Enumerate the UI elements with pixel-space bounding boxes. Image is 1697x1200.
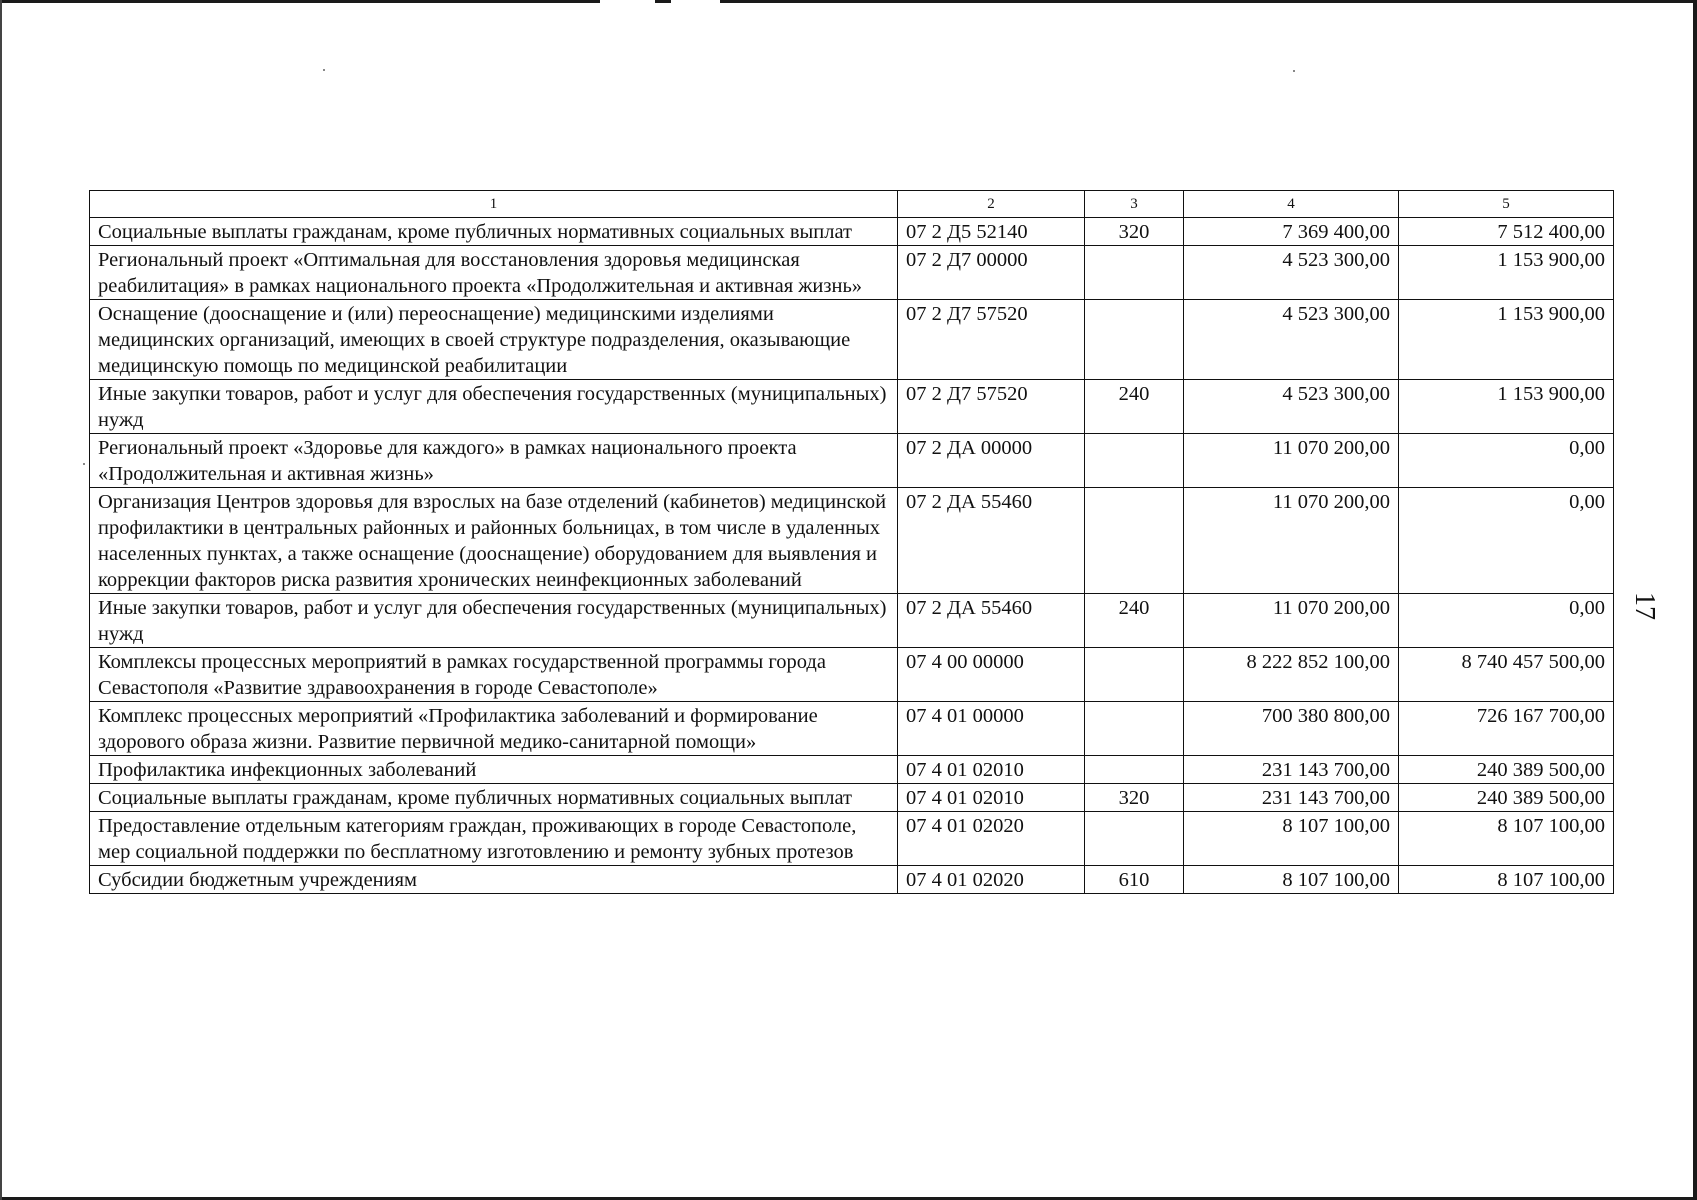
row-type [1085, 756, 1184, 784]
row-sum-2: 1 153 900,00 [1399, 300, 1614, 380]
row-type: 610 [1085, 866, 1184, 894]
row-sum-1: 8 107 100,00 [1184, 812, 1399, 866]
header-col-2: 2 [898, 191, 1085, 218]
table-row [90, 866, 1614, 894]
scan-edge-top [0, 0, 1697, 3]
row-type [1085, 434, 1184, 488]
row-name: Профилактика инфекционных заболеваний [90, 756, 898, 784]
row-sum-1: 11 070 200,00 [1184, 434, 1399, 488]
row-sum-1: 7 369 400,00 [1184, 218, 1399, 246]
row-sum-1: 11 070 200,00 [1184, 488, 1399, 594]
row-sum-2: 0,00 [1399, 434, 1614, 488]
row-type [1085, 300, 1184, 380]
row-code: 07 2 Д7 57520 [898, 300, 1085, 380]
table-row [90, 756, 1614, 784]
page-number: 17 [1629, 592, 1660, 620]
row-code: 07 4 01 02020 [898, 866, 1085, 894]
row-code: 07 2 ДА 00000 [898, 434, 1085, 488]
row-type [1085, 812, 1184, 866]
row-sum-2: 1 153 900,00 [1399, 246, 1614, 300]
row-sum-1: 700 380 800,00 [1184, 702, 1399, 756]
row-name: Социальные выплаты гражданам, кроме публичных нормативных социальных выплат [90, 784, 898, 812]
row-code: 07 2 Д5 52140 [898, 218, 1085, 246]
row-name: Региональный проект «Оптимальная для восстановления здоровья медицинская реабилитация» в рамках национального проекта «Продолжительная и активная жизнь» [90, 246, 898, 300]
header-col-1: 1 [90, 191, 898, 218]
scan-edge-right [1693, 0, 1697, 1200]
row-code: 07 4 01 02010 [898, 784, 1085, 812]
row-sum-2: 0,00 [1399, 594, 1614, 648]
table-row [90, 246, 1614, 300]
table-row [90, 300, 1614, 380]
row-sum-2: 1 153 900,00 [1399, 380, 1614, 434]
table-row [90, 594, 1614, 648]
row-name: Комплекс процессных мероприятий «Профилактика заболеваний и формирование здорового образа жизни. Развитие первичной медико-санитарной помощи» [90, 702, 898, 756]
row-sum-1: 231 143 700,00 [1184, 784, 1399, 812]
row-name: Субсидии бюджетным учреждениям [90, 866, 898, 894]
table-row [90, 380, 1614, 434]
scan-edge-left [0, 0, 2, 1200]
table-row [90, 434, 1614, 488]
row-sum-2: 0,00 [1399, 488, 1614, 594]
row-type: 320 [1085, 218, 1184, 246]
table-row [90, 702, 1614, 756]
row-type [1085, 488, 1184, 594]
header-col-3: 3 [1085, 191, 1184, 218]
row-sum-2: 8 740 457 500,00 [1399, 648, 1614, 702]
row-sum-1: 8 107 100,00 [1184, 866, 1399, 894]
table-row [90, 784, 1614, 812]
header-col-5: 5 [1399, 191, 1614, 218]
row-code: 07 2 Д7 00000 [898, 246, 1085, 300]
scan-edge-mark [655, 0, 671, 3]
row-name: Организация Центров здоровья для взрослых на базе отделений (кабинетов) медицинской профилактики в центральных районных и районных больницах, в том числе в удаленных населенных пунктах, а также оснащение (дооснащение) оборудованием для выявления и коррекции факторов риска развития хронических неинфекционных заболеваний [90, 488, 898, 594]
row-sum-2: 8 107 100,00 [1399, 812, 1614, 866]
scan-speck [83, 463, 85, 465]
table-row [90, 648, 1614, 702]
row-name: Оснащение (дооснащение и (или) переоснащение) медицинскими изделиями медицинских организаций, имеющих в своей структуре подразделения, оказывающие медицинскую помощь по медицинской реабилитации [90, 300, 898, 380]
table-row [90, 812, 1614, 866]
row-code: 07 2 ДА 55460 [898, 594, 1085, 648]
row-name: Комплексы процессных мероприятий в рамках государственной программы города Севастополя «Развитие здравоохранения в городе Севастополе» [90, 648, 898, 702]
scan-speck [1293, 70, 1295, 72]
row-type [1085, 246, 1184, 300]
table-row [90, 218, 1614, 246]
row-code: 07 4 00 00000 [898, 648, 1085, 702]
row-name: Региональный проект «Здоровье для каждого» в рамках национального проекта «Продолжительная и активная жизнь» [90, 434, 898, 488]
row-name: Социальные выплаты гражданам, кроме публичных нормативных социальных выплат [90, 218, 898, 246]
row-type: 240 [1085, 594, 1184, 648]
row-sum-1: 8 222 852 100,00 [1184, 648, 1399, 702]
row-sum-2: 240 389 500,00 [1399, 784, 1614, 812]
row-sum-2: 8 107 100,00 [1399, 866, 1614, 894]
row-sum-1: 4 523 300,00 [1184, 380, 1399, 434]
row-type [1085, 702, 1184, 756]
row-code: 07 2 Д7 57520 [898, 380, 1085, 434]
row-sum-1: 4 523 300,00 [1184, 246, 1399, 300]
row-code: 07 2 ДА 55460 [898, 488, 1085, 594]
row-type: 320 [1085, 784, 1184, 812]
table-row [90, 488, 1614, 594]
row-code: 07 4 01 00000 [898, 702, 1085, 756]
row-code: 07 4 01 02020 [898, 812, 1085, 866]
row-code: 07 4 01 02010 [898, 756, 1085, 784]
scan-speck [323, 69, 325, 71]
table-header-row [90, 191, 1614, 218]
row-name: Иные закупки товаров, работ и услуг для обеспечения государственных (муниципальных) нужд [90, 594, 898, 648]
row-type: 240 [1085, 380, 1184, 434]
row-sum-2: 240 389 500,00 [1399, 756, 1614, 784]
header-col-4: 4 [1184, 191, 1399, 218]
row-sum-1: 11 070 200,00 [1184, 594, 1399, 648]
row-sum-2: 7 512 400,00 [1399, 218, 1614, 246]
row-name: Предоставление отдельным категориям граждан, проживающих в городе Севастополе, мер социальной поддержки по бесплатному изготовлению и ремонту зубных протезов [90, 812, 898, 866]
row-type [1085, 648, 1184, 702]
row-sum-1: 231 143 700,00 [1184, 756, 1399, 784]
row-sum-2: 726 167 700,00 [1399, 702, 1614, 756]
row-sum-1: 4 523 300,00 [1184, 300, 1399, 380]
row-name: Иные закупки товаров, работ и услуг для обеспечения государственных (муниципальных) нужд [90, 380, 898, 434]
budget-table [89, 190, 1614, 894]
